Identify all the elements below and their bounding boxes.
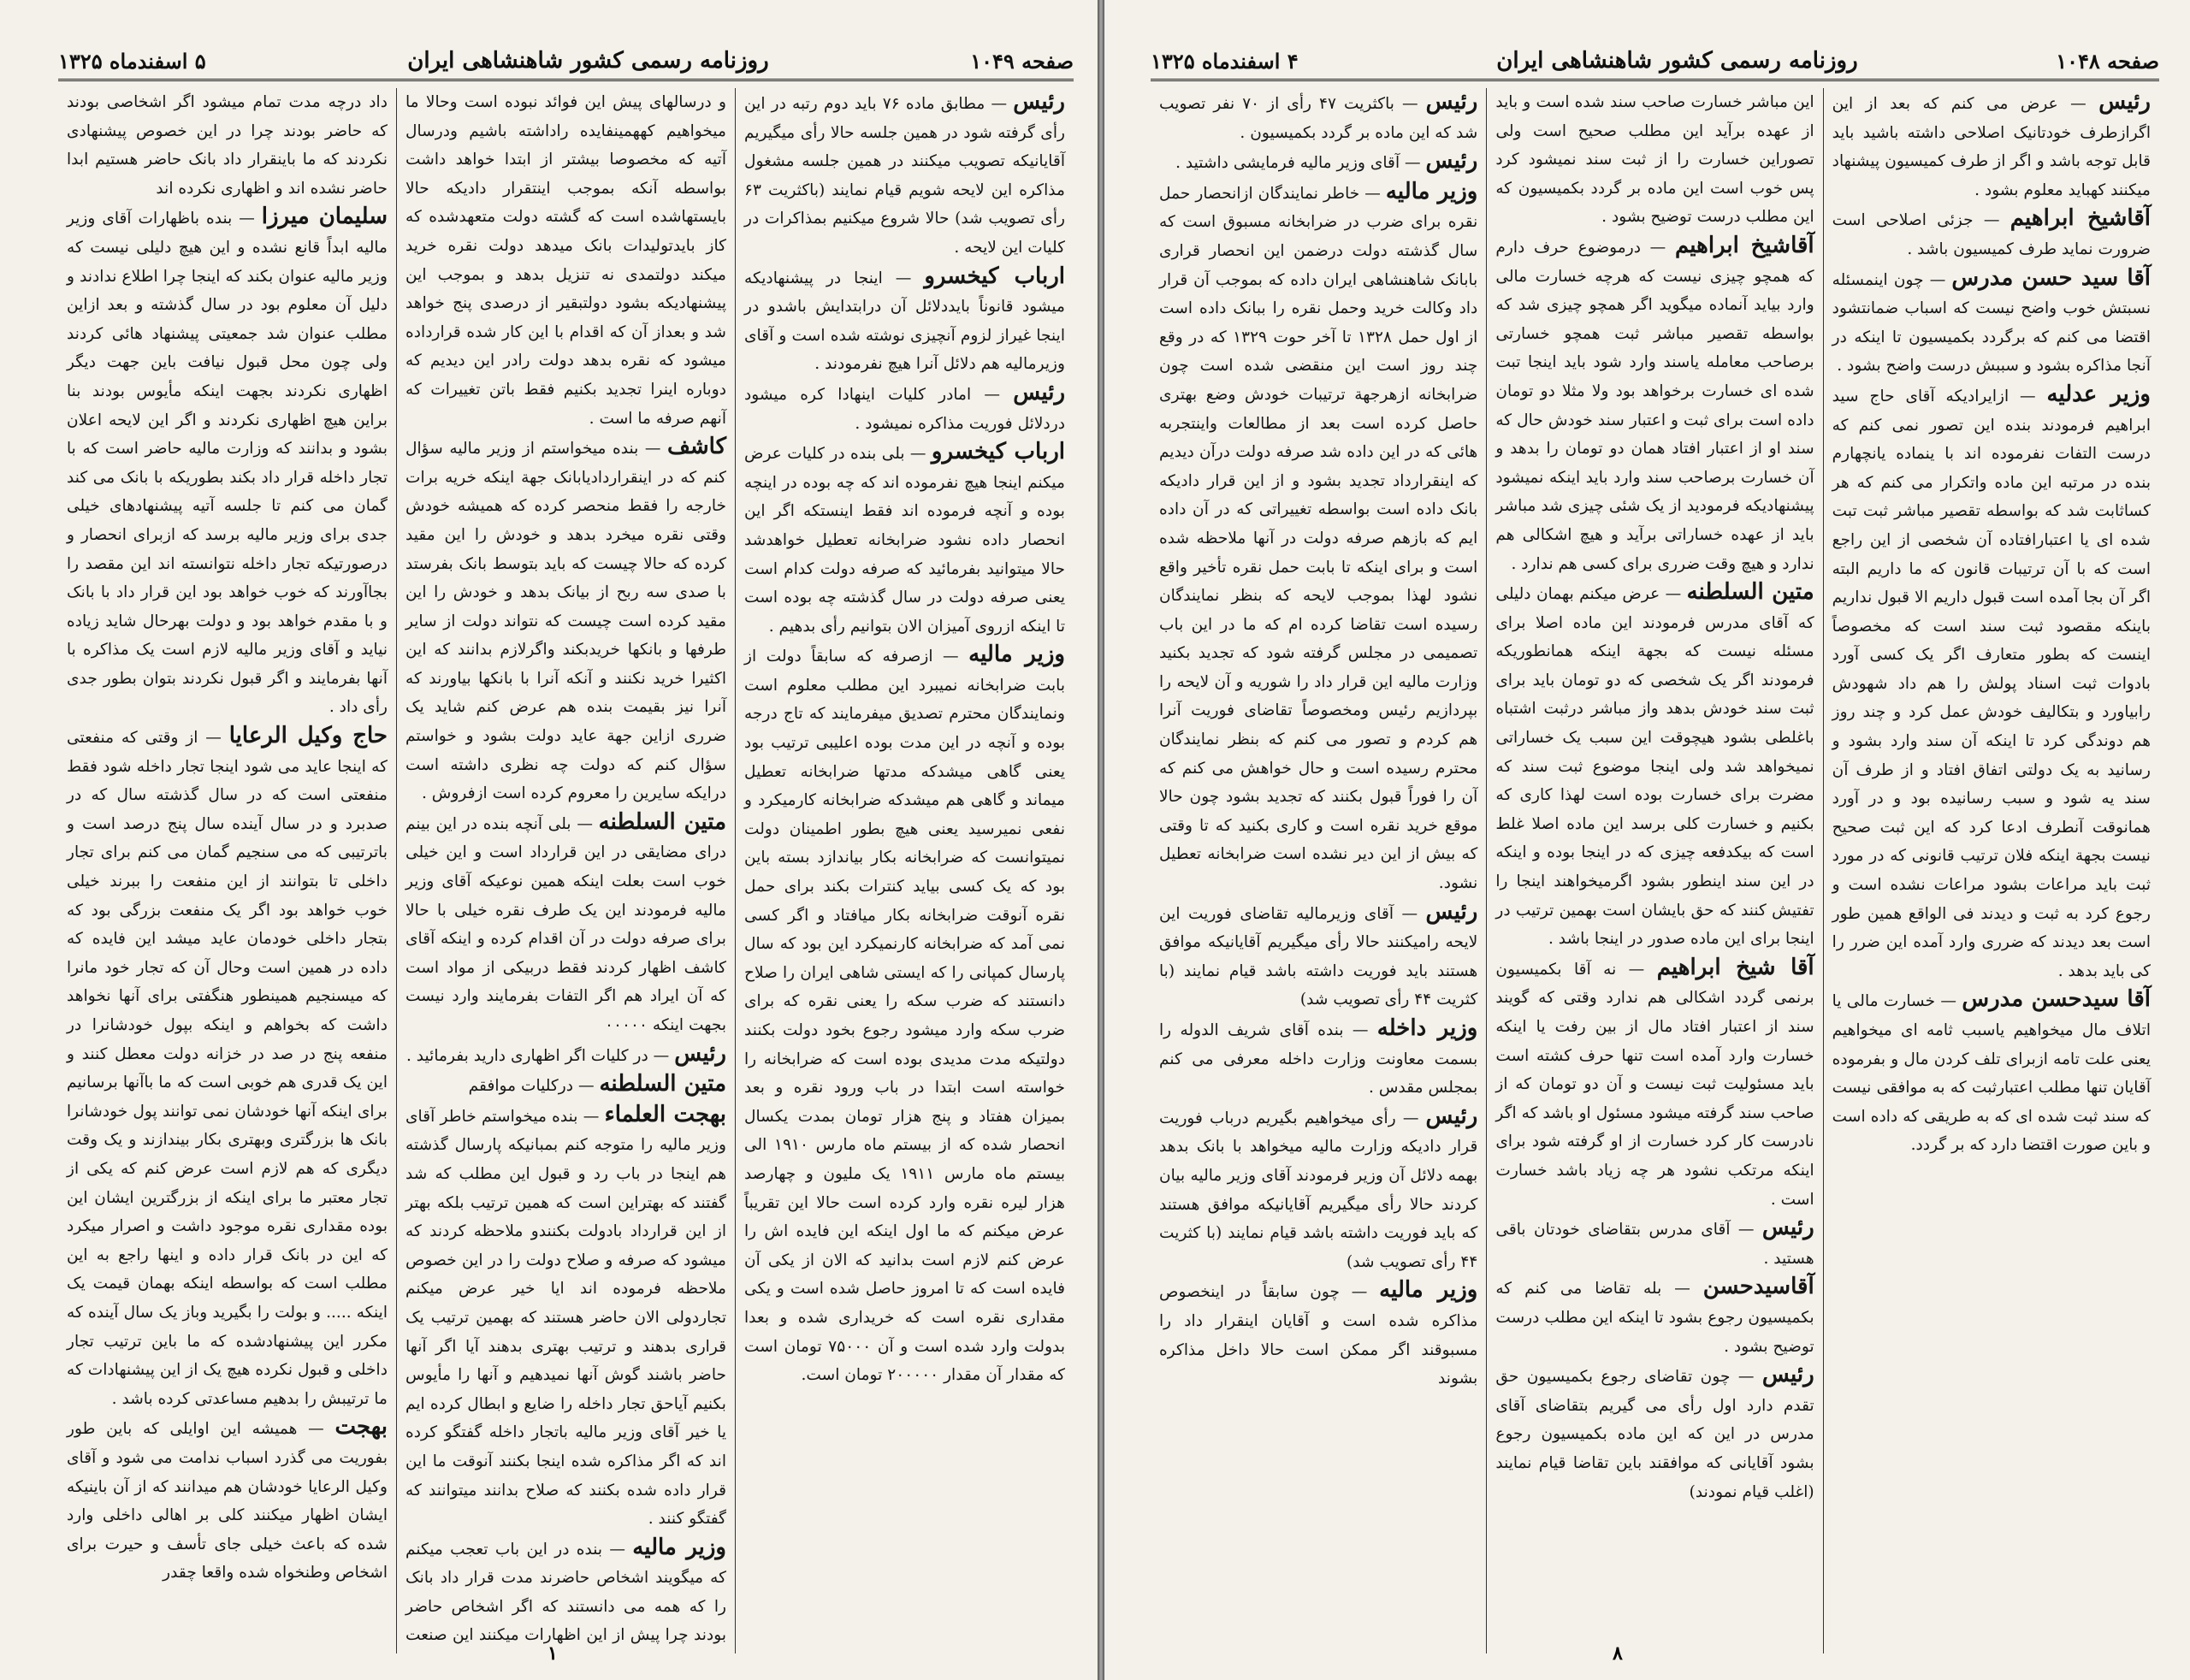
speech-text: — امادر کلیات اینهادا کره میشود دردلائل فوریت مذاکره نمیشود . [744, 385, 1065, 433]
text-column [1823, 88, 2159, 1653]
speech-paragraph [1832, 264, 2151, 381]
speech-text: — ازصرفه که سابقاً دولت از بابت ضرابخانه نمیبرد این مطلب معلوم است ونمایندگان محترم تصدیق میفرمایند که تاج درجه بوده و آنچه در این مدت بوده اعلیبی ترتیب بود یعنی گاهی میشدکه مدتها ضرابخانه تعطیل میماند و گاهی هم میشدکه ضرابخانه کارمیکرد و نفعی نمیرسید یعنی هیچ بطور اطمینان دولت نمیتوانست که ضرابخانه بکار بیاندازد بسته باین بود که یک کسی بیاید کنترات بکند برای حمل نقره آنوقت ضرابخانه بکار میافتاد و اگر کسی نمی آمد که ضرابخانه کارنمیکرد این بود که سال پارسال کمپانی را که ایستی شاهی ایران را صلاح دانستند که ضرب سکه را یعنی نقره که برای ضرب سکه وارد میشود رجوع بخود دولت بکنند دولتیکه مدت مدیدی بوده است که ضرابخانه را خواسته است ابتدا در باب ورود نقره و بعد بمیزان هفتاد و پنج هزار تومان بمدت یکسال انحصار شده که از بیستم ماه مارس ۱۹۱۰ الی بیستم ماه مارس ۱۹۱۱ یک ملیون و چهارصد هزار لیره نقره وارد کرده است حالا این تقریباً عرض میکنم که ما اول اینکه این فایده اش را عرض کنم لازم است بدانید که الان از یکی آن فایده است که تا امروز حاصل شده است و یکی مقداری نقره است که خریداری شده و بعدا بدولت وارد شده است و آن ۷۵۰۰۰ تومان است که مقدار آن مقدار ۲۰۰۰۰۰ تومان است. [744, 648, 1065, 1385]
speech-paragraph [1832, 381, 2151, 985]
speaker-name: وزیر مالیه [1385, 178, 1478, 204]
speech-paragraph [405, 1040, 726, 1071]
gazette-title: روزنامه رسمی کشور شاهنشاهی ایران [407, 48, 769, 74]
speaker-name: آقاسیدحسن [1702, 1274, 1814, 1300]
speech-text: — درکلیات موافقم [468, 1077, 595, 1096]
speaker-name: رئیس [1013, 89, 1065, 115]
page-number: صفحه ۱۰۴۹ [970, 49, 1074, 74]
page-header [1151, 36, 2159, 81]
speaker-name: آقا سید حسن مدرس [1951, 264, 2151, 291]
speech-text: — چون تقاضای رجوع بکمیسیون حق تقدم دارد اول رأی می گیریم بتقاضای آقای مدرس در این که این ماده بکمیسیون رجوع بشود آقایانی که موافقند باین تقاضا قیام نمایند (اغلب قیام نمودند) [1495, 1368, 1814, 1501]
speech-paragraph [67, 1413, 388, 1588]
speech-paragraph [1159, 88, 1477, 147]
speech-text: — بنده آقای شریف الدوله را بسمت معاونت وزارت داخله معرفی می کنم بمجلس مقدس . [1159, 1021, 1478, 1097]
speaker-name: ارباب کیخسرو [931, 439, 1065, 465]
speech-text: و درسالهای پیش این فوائد نبوده است وحالا ما میخواهیم کههمینفایده راداشته باشیم ودرسال آتیه که مخصوصا بیشتر از ابتدا خواهد داشت بواسطه آنکه بموجب اینتقرار دادیکه حالا بایستهاشده است که گشته دولت متعهدشده که کاز بایدتولیدات بانک میدهد دولت نقره خرید میکند دولتمدی نه تنزیل بدهد و بموجب این پیشنهادیکه بشود دولتبقیر از درصدی پنج خواهد شد و بعداز آن که اقدام با این کار شده قرارداده میشود که نقره بدهد دولت رادر این دیدیم که دوباره اینرا تجدید بکنیم فقط باتن تغییرات که آنهم صرفه ما است . [405, 93, 726, 428]
speaker-name: حاج وکیل الرعایا [228, 723, 388, 749]
speech-paragraph [1495, 954, 1814, 1214]
text-column [1486, 88, 1822, 1653]
speaker-name: رئیس [674, 1040, 726, 1067]
speaker-name: سلیمان میرزا [261, 204, 388, 230]
text-columns [1151, 88, 2159, 1653]
speaker-name: وزیر داخله [1376, 1015, 1478, 1041]
speech-text: — آقای مدرس بتقاضای خودتان باقی هستید . [1495, 1221, 1814, 1268]
speech-paragraph [67, 203, 388, 722]
text-column [735, 88, 1074, 1653]
speech-text: — عرض میکنم بهمان دلیلی که آقای مدرس فرمودند این ماده اصلا برای مسئله نیست که بجهة اینکه همانطوریکه فرمودند اگر یک شخصی که دو تومان باید برای ثبت سند خودش بدهد واز مباشر درثبت اشتباه باغلطی بشود هیچوقت این سبب یک خساراتی نمیخواهد شد ولی اینجا موضوع ثبت سند که مضرت برای خسارت بوده است لهذا کاری که بکنیم و خسارت کلی برسد این ماده اصلا غلط است که بیکدفعه چیزی که در اینجا بوده و اینکه در این سند اینطور بشود اگرمیخواهند اینجا را تفتیش کنند که حق بایشان است بهمین ترتیب در اینجا برای این ماده صدور در اینجا باشد . [1495, 585, 1814, 949]
speech-text: — خاطر نمایندگان ازانحصار حمل نقره برای ضرب در ضرابخانه مسبوق است که سال گذشته دولت درضمن این انحصار قراری بابانک شاهنشاهی ایران داده که بموجب آن قرار داد وکالت خرید وحمل نقره را ببانک داده است از اول حمل ۱۳۲۸ تا آخر حوت ۱۳۲۹ که در وقع چند روز است این منقضی شده است چون ضرابخانه ازهرجهة ترتیبات خودش وضع بهتری حاصل کرده است بعد از مطالعات واینتجربه هائی که در این داده شد صرفه دولت درآن دیدیم که اینقرارداد تجدید بشود و از این قرار دادیکه بانک داده است بواسطه تغییراتی که در آن داده ایم که بازهم صرفه دولت در آنها ملاحظه شده است و برای اینکه تا بابت حمل نقره تأخیر واقع نشود لهذا بموجب لایحه که بنظر نمایندگان رسیده است تقاضا کرده ام که ما در این باب تصمیمی در مجلس گرفته شود که تجدید بکنید وزارت مالیه این قرار داد را شوریه و آن لایحه را بپردازیم رئیس ومخصوصاً تقاضای فوریت آنرا هم کردم و تصور می کنم که بنظر نمایندگان محترم رسیده است و حال خواهش می کنم که آن را فوراً قبول بکنند که تجدید بشود چون حالا موقع خرید نقره است و کاری بکنید که تا وقتی که بیش از این دیر نشده است ضرابخانه تعطیل نشود. [1159, 184, 1478, 893]
speech-paragraph [1832, 204, 2151, 263]
text-column [1151, 88, 1486, 1653]
speech-paragraph [1159, 898, 1477, 1015]
speaker-name: وزیر عدلیه [2046, 381, 2151, 407]
speaker-name: متین السلطنه [598, 808, 726, 835]
speech-paragraph [744, 379, 1065, 438]
speech-paragraph [1495, 1214, 1814, 1273]
gazette-title: روزنامه رسمی کشور شاهنشاهی ایران [1496, 48, 1858, 74]
speech-text: — رأی میخواهیم بگیریم درباب فوریت قرار دادیکه وزارت مالیه میخواهد با بانک بدهد بهمه دلائل آن وزیر فرمودند آقای وزیر مالیه بیان کردند حالا رأی میگیریم آقایانیکه موافق هستند که باید فوریت داشته باشد قیام نمایند (با کثریت ۴۴ رأی تصویب شد) [1159, 1109, 1478, 1271]
speaker-name: رئیس [1761, 1215, 1814, 1241]
speaker-name: وزیر مالیه [1379, 1277, 1478, 1304]
speech-text: — مطابق ماده ۷۶ باید دوم رتبه در این رأی گرفته شود در همین جلسه حالا رأی میگیریم آقایانیکه تصویب میکنند در همین جلسه مشغول مذاکره این لایحه شویم قیام نمایند (باکثریت ۶۳ رأی تصویب شد) حالا شروع میکنیم بمذاکرات در کلیات این لایحه . [744, 95, 1065, 257]
speaker-name: رئیس [1761, 1362, 1814, 1388]
speech-text: — خسارت مالی یا اتلاف مال میخواهیم یاسبب ثامه ای میخواهیم یعنی علت تامه ازبرای تلف کردن مال و بفرموده آقایان تنها مطلب اعتبارثبت که به موافقی نیست که سند ثبت شده ای که به طریقی که داده است و باین صورت اقتضا دارد که بر گردد. [1832, 992, 2151, 1155]
page-header [58, 36, 1074, 81]
speaker-name: آقا شیخ ابراهیم [1656, 954, 1814, 980]
speaker-name: وزیر مالیه [632, 1534, 726, 1560]
speech-paragraph [744, 88, 1065, 263]
speech-text: — بله تقاضا می کنم که بکمیسیون رجوع بشود تا اینکه این مطلب درست توضیح بشود . [1495, 1280, 1814, 1356]
center-gutter [1098, 0, 1104, 1680]
speech-text: — بنده در این باب تعجب میکنم که میگویند اشخاص حاضرند مدت قرار داد بانک را که همه می دانستند که اگر اشخاص حاضر بودند چرا پیش از این اظهارات میکنند این صنعت [405, 1540, 726, 1645]
speech-paragraph [67, 722, 388, 1413]
speech-paragraph [67, 88, 388, 203]
speaker-name: بهجت [334, 1414, 388, 1440]
speech-text: — باکثریت ۴۷ رأی از ۷۰ نفر تصویب شد که این ماده بر گردد بکمیسیون . [1159, 95, 1478, 142]
speech-paragraph [405, 1534, 726, 1653]
speech-text: — بنده باظهارات آقای وزیر مالیه ابداً قانع نشده و این هیچ دلیلی نیست که وزیر مالیه عنوان بکند که اینجا چرا اطلاع ندادند و دلیل آن معلوم بود در سال گذشته و بعد ازاین مطلب عنوان شد جمعیتی پیشنهاد هائی کردند ولی چون محل قبول نیافت باین جهت دیگر اظهاری نکردند بجهت اینکه مأیوس بودند بنا براین هیچ اظهاری نکردند و اگر این لایحه اعلان بشود و بدانند که وزارت مالیه حاضر است که با تجار داخله قرار داد بکند بطوریکه با بانک می کند گمان می کنم تا جلسه آتیه پیشنهادهای خیلی جدی برای وزیر مالیه برسد که ازبرای انحصار و درصورتیکه تجار داخله نتوانسته اند این مقصد را بجاآورند که خوب خواهد بود این قرار داد با بانک و با مقدم خواهد بود و دولت بهرحال شاید زیاده نیاید و آقای وزیر مالیه لازم است یک مذاکره با آنها بفرمایند و اگر قبول نکردند بتوان بطور جدی رأی داد . [67, 210, 388, 717]
speaker-name: رئیس [1425, 148, 1478, 175]
speech-paragraph [1159, 147, 1477, 178]
speech-text: — چون اینمسئله نسبتش خوب واضح نیست که اسباب ضمانتشود اقتضا می کنم که برگردد بکمیسیون تا اینکه در آنجا مذاکره بشود و سببش درست واضح بشود . [1832, 270, 2151, 376]
speaker-name: ارباب کیخسرو [924, 263, 1065, 289]
speech-text: — عرض می کنم که بعد از این اگرازطرف خودتانیک اصلاحی داشته باشید باید قابل توجه باشد و اگر از طرف کمیسیون پیشنهاد میکنند کهباید معلوم بشود . [1832, 95, 2151, 199]
page-footer-number: ۸ [1613, 1642, 1623, 1665]
speech-paragraph [405, 808, 726, 1040]
speech-text: — آقای وزیر مالیه فرمایشی داشتید . [1175, 154, 1421, 173]
page-date: ۴ اسفندماه ۱۳۲۵ [1151, 49, 1299, 74]
speech-text: — از وقتی که منفعتی که اینجا عاید می شود اینجا تجار داخله شود فقط منفعتی است که در سال گذشته سال که در صدبرد و در سال آینده سال پنج درصد است و باترتیبی که می سنجیم گمان می کنم برای تجار داخلی تا بتوانند از این منفعت را ببرند خیلی خوب خواهد بود اگر یک منفعت بزرگی بود که بتجار داخلی خودمان عاید میشد این فایده که داده در همین است وحال آن که تجار خود مانرا که میسنجیم همینطور هنگفتی برای آنها نخواهد داشت که بخواهم و اینکه بپول خودشانرا در منفعه پنج در صد در خزانه دولت معطل کنند و این یک قدری هم خوبی است که ما باآنها برسانیم برای اینکه آنها خودشان نمی توانند پول خودشانرا بانک ها بزرگتری وبهتری بکار بیندازند و یک وقت دیگری که هم لازم است عرض کنم که یکی از تجار معتبر ما برای اینکه از بزرگترین ایشان این بوده مقداری نقره موجود داشت و اصرار میکرد که این در بانک قرار داده و اینها راجع به این مطلب است که بواسطه اینکه بهمان قیمت یک اینکه ..... و بولت را بگیرید وباز یک سال آینده که مکرر این پیشنهادشده که ما باین ترتیب تجار داخلی و قبول نکرده هیچ یک از این پیشنهادات که ما ترتیبش را بدهیم مساعدتی کرده باشد . [67, 729, 388, 1408]
speech-text: — بلی آنچه بنده در این بینم درای مضایقی در این قرارداد است و این خیلی خوب است بعلت اینکه همین نوعیکه آقای وزیر مالیه فرمودند این یک طرف نقره خیلی با حالا برای صرفه دولت در آن اقدام کرده و اینکه آقای کاشف اظهار کردند فقط دربیکی از مواد است که آن ایراد هم اگر التفات بفرمایند وارد نیست بجهت اینکه ۰۰۰۰۰ [405, 814, 726, 1034]
speech-paragraph [1495, 232, 1814, 578]
speaker-name: متین السلطنه [1686, 579, 1814, 606]
speech-paragraph [1159, 1015, 1477, 1103]
speech-paragraph [744, 641, 1065, 1389]
text-column [396, 88, 735, 1653]
speech-paragraph [1495, 1273, 1814, 1361]
speech-paragraph [1495, 578, 1814, 954]
speech-paragraph [1495, 1361, 1814, 1506]
page-date: ۵ اسفندماه ۱۳۲۵ [58, 49, 206, 74]
speech-paragraph [405, 1101, 726, 1534]
speaker-name: وزیر مالیه [968, 642, 1065, 668]
speech-text: — همیشه این اوایلی که باین طور بفوریت می گذرد اسباب ندامت می شود و آقای وکیل الرعایا خودشان هم میدانند که از آن باینیکه ایشان اظهار میکنند کلی بر اهالی داخلی وارد شده که باعث خیلی جای تأسف و حیرت برای اشخاص وطنخواه شده واقعا چقدر [67, 1420, 388, 1582]
speech-text: — آقای وزیرمالیه تقاضای فوریت این لایحه رامیکنند حالا رأی میگیریم آقایانیکه موافق هستند باید فوریت داشته باشد قیام نمایند (با کثریت ۴۴ رأی تصویب شد) [1159, 904, 1478, 1009]
speaker-name: متین السلطنه [599, 1071, 726, 1097]
speech-paragraph [744, 263, 1065, 379]
speech-paragraph [405, 88, 726, 433]
speech-paragraph [1832, 985, 2151, 1160]
text-column [58, 88, 396, 1653]
speaker-name: رئیس [1013, 379, 1066, 405]
speech-text: — درموضوع حرف دارم که همچو چیزی نیست که هرچه خسارت مالی وارد بیاید آنماده میگوید اگر همچو چیزی شد که بواسطه تقصیر مباشر ثبت همچو خسارتی برصاحب معامله یاسند وارد شود باید اینجا تبت شده ای خسارت برخواهد بود ولا مثلا دو تومان داده است برای ثبت و اعتبار سند خودش حال که سند او از اعتبار افتاد همان دو تومان را بدهد و آن خسارت برصاحب سند وارد باید اینکه نمیشود پیشنهادیکه فرمودید از یک شئی چیزی شد مباشر باید از عهده خساراتی برآید و هیچ اشکالی هم ندارد و هیچ وقت ضرری برای کسی هم ندارد . [1495, 238, 1814, 573]
speaker-name: رئیس [1425, 898, 1478, 925]
speech-paragraph [744, 438, 1065, 641]
speaker-name: رئیس [2098, 89, 2151, 115]
speech-paragraph [1832, 88, 2151, 204]
speech-paragraph [405, 433, 726, 808]
speech-text: — نه آقا بکمیسیون برنمی گردد اشکالی هم ندارد وقتی که گویند سند از اعتبار افتاد مال از بین رفت یا اینکه خسارت وارد آمده است تنها حرف کشته است باید مسئولیت ثبت نیست و آن دو تومان که از صاحب سند گرفته میشود مسئول او باشد که اگر نادرست کار کرد خسارت از او گرفته شود برای اینکه مرتکب نشود هر چه زیاد باشد خسارت است . [1495, 960, 1814, 1209]
speech-text: این مباشر خسارت صاحب سند شده است و باید از عهده برآید این مطلب صحیح است ولی تصوراین خسارت را از ثبت سند نمیشود کرد پس خوب است این ماده بر گردد بکمیسیون که این مطلب درست توضیح بشود . [1495, 93, 1814, 227]
speaker-name: رئیس [1425, 89, 1478, 115]
speaker-name: رئیس [1425, 1103, 1478, 1129]
speaker-name: آقاشیخ ابراهیم [1674, 232, 1814, 258]
speech-text: — جزئی اصلاحی است ضرورت نماید طرف کمیسیون باشد . [1832, 211, 2151, 258]
speech-text: — بنده میخواستم خاطر آقای وزیر مالیه را متوجه کنم بمبانیکه پارسال گذشته هم اینجا در باب رد و قبول این مطلب که شد گفتند که بهتراین است که همین ترتیب بلکه بهتر از این قرارداد بادولت بکنندو ملاحظه کردند که میشود که صرفه و صلاح دولت را در این خصوص ملاحظه فرموده اند ایا خیر عرض میکنم تجاردولی الان حاضر هستند که بهمین ترتیب یک قراری بدهند و ترتیب بهتری بدهند آیا اگر آنها حاضر باشند گوش آنها نمیدهیم و آنها را مأیوس بکنیم آیاحق تجار داخله را ضایع و ابطال کرده ایم یا خیر آقای وزیر مالیه باتجار داخله گفتگو کرده اند که اگر مذاکره شده اینجا بکنند آنوقت ما این قرار داده شده بکنند که صلاح بدانند میتوانند که گفتگو کنند . [405, 1107, 727, 1529]
right-page [1099, 0, 2190, 1680]
speaker-name: کاشف [666, 434, 726, 460]
speech-paragraph [1159, 1276, 1477, 1393]
text-columns [58, 88, 1074, 1653]
speaker-name: آقاشیخ ابراهیم [2009, 205, 2151, 232]
speech-text: داد درچه مدت تمام میشود اگر اشخاصی بودند که حاضر بودند چرا در این خصوص پیشنهادی نکردند که ما باینقرار داد بانک حاضر هستیم ابدا حاضر نشده اند و اظهاری نکرده اند [67, 93, 388, 198]
speech-text: — ازایرادیکه آقای حاج سید ابراهیم فرمودند بنده این تصور نمی کنم که درست التفات نفرموده اند با ینماده یانچهارم بنده در مرتبه این ماده واتکرار می کنم که هر کساثابت شد که بواسطه تقصیر مباشر ثبت تبت شده ای یا اعتبارافتاده آن شخصی از این راجع است که با آن ترتیبات قانون که ما داریم البته اگر آن بجا آمده است قبول داریم الا قبول نداریم باینکه مقصود ثبت سند است که مخصوصاً اینست که بطور متعارف اگر یک کسی آورد بادوات ثبت اسناد پولش را هم داد شهودش رابیاورد و بتکالیف خودش عمل کرد و چند روز هم دوندگی کرد تا اینکه آن سند وارد بشود و رسانید به یک دولتی اتفاق افتاد و از طرف آن سند یه شود و سبب رسانیده بود و در آورد همانوقت آنطرف ادعا کرد که این ثبت صحیح نیست بجهة اینکه فلان ترتیب قانونی که در مورد ثبت باید مراعات بشود مراعات نشده است و رجوع کرد به ثبت و دیدند فی الواقع همین طور است بعد دیدند که ضرری وارد آمده این ضرر را کی باید بدهد . [1832, 387, 2151, 980]
speaker-name: بهجت العلماء [604, 1101, 726, 1127]
page-footer-number: ۱ [548, 1642, 558, 1665]
speech-text: — اینجا در پیشنهادیکه میشود قانوناً بایددلائل آن درابتدایش باشدو در اینجا غیراز لزوم آنچیزی نوشته شده است و آقای وزیرمالیه هم دلائل آنرا هیچ نفرمودند . [744, 269, 1065, 374]
speech-text: — بنده میخواستم از وزیر مالیه سؤال کنم که در اینقراردادیابانک جهة اینکه خریه برات خارجه را فقط منحصر کرده که همیشه خودش وقتی نقره میخرد بدهد و خودش را این مقید کرده که حالا چیست که باید بتوسط بانک بفرستد با صدی سه ربح از بیانک بدهد و خودش را این مقید کرده است چیست که نتواند دولت از سایر طرفها و بانکها خریدبکند واگرلازم بدانند که این اکثیرا خرید نکنند و آنکه آنرا با بانکها بیاورند که آنرا نیز بقیمت بنده هم عرض کنم شاید یک ضرری ازاین جهة عاید دولت بشود و خواستم سؤال کنم که دولت چه نظری داشته است درایکه سایرین را معروم کرده است ازفروش . [405, 440, 726, 803]
speech-paragraph [1159, 178, 1477, 898]
speech-text: — چون سابقاً در اینخصوص مذاکره شده است و آقایان اینقرار داد را مسبوقند اگر ممکن است حالا داخل مذاکره بشوند [1159, 1283, 1478, 1388]
speaker-name: آقا سیدحسن مدرس [1962, 986, 2152, 1013]
page-number: صفحه ۱۰۴۸ [2056, 49, 2159, 74]
speech-text: — در کلیات اگر اظهاری دارید بفرمائید . [405, 1046, 670, 1065]
speech-paragraph [405, 1070, 726, 1101]
speech-paragraph [1495, 88, 1814, 232]
speech-text: — بلی بنده در کلیات عرض میکنم اینجا هیچ نفرموده اند که چه بوده در اینچه بوده و آنچه فرموده اند فقط اینستکه اگر این انحصار داده نشود ضرابخانه تعطیل خواهدشد حالا میتوانید بفرمائید که صرفه دولت کدام است یعنی صرفه دولت در سال گذشته چه بوده است تا اینکه ازروی آمیزان الان بتوانیم رأی بدهیم . [744, 445, 1065, 636]
speech-paragraph [1159, 1103, 1477, 1277]
